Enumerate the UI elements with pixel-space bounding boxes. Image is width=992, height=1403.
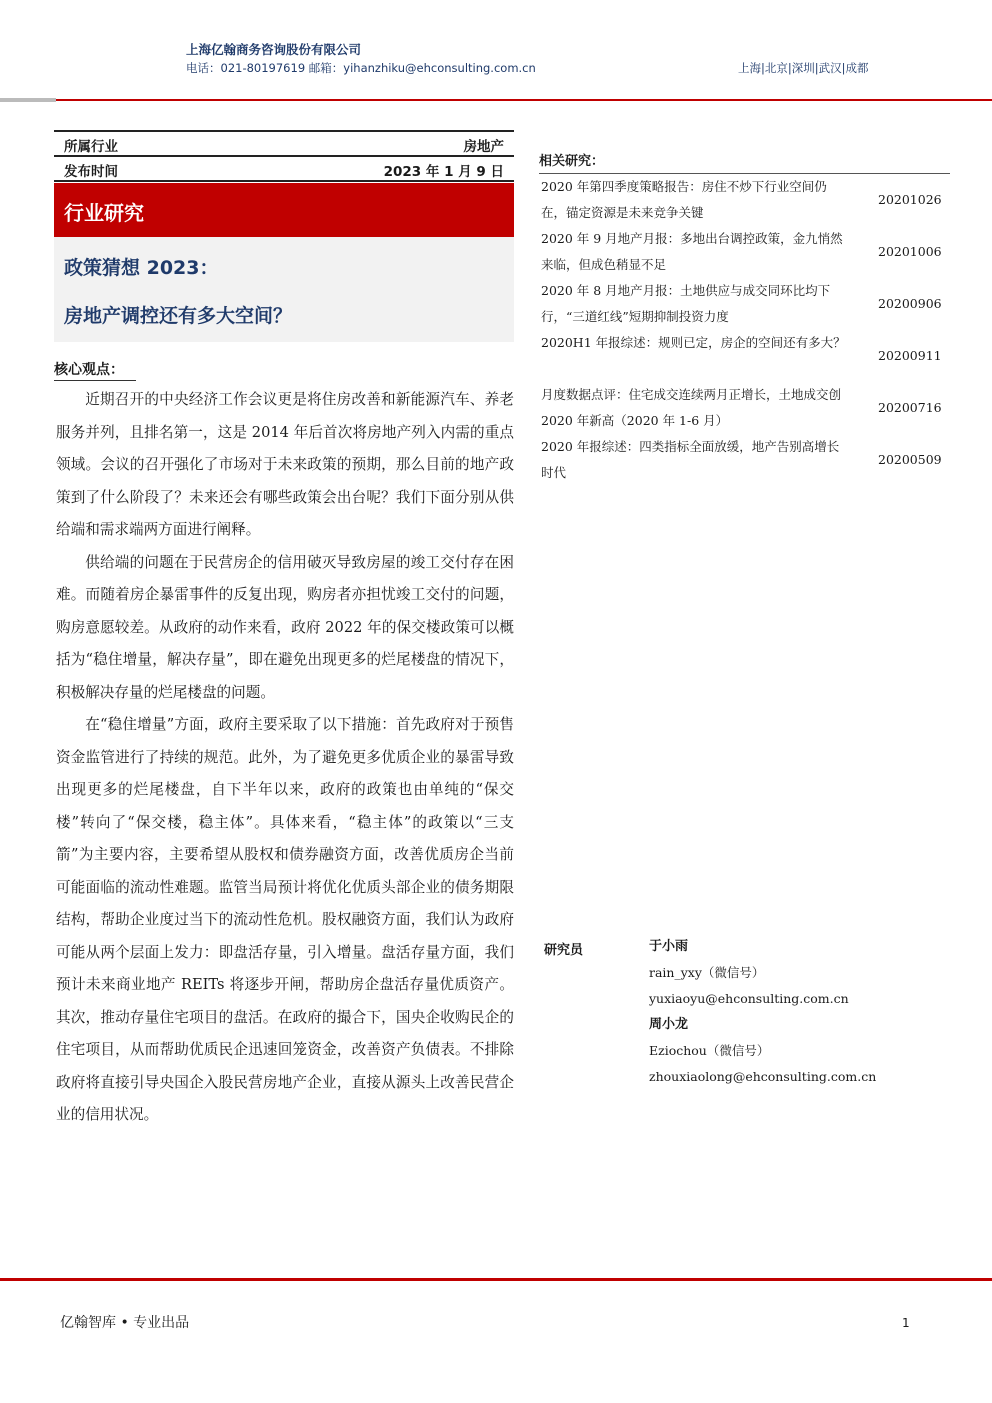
researcher-label: 研究员: [544, 943, 584, 958]
related-item-date: 20200911: [878, 348, 942, 363]
footer-divider: [0, 1278, 992, 1281]
related-item-title[interactable]: 月度数据点评：住宅成交连续两月正增长，土地成交创 2020 年新高（2020 年 1-6 月）: [541, 387, 842, 428]
industry-value: 房地产: [463, 139, 504, 155]
researcher-wechat: Eziochou（微信号）: [649, 1043, 770, 1058]
researcher-name: 于小雨: [649, 939, 689, 954]
office-cities: 上海|北京|深圳|武汉|成都: [738, 61, 869, 75]
related-item[interactable]: [541, 434, 981, 486]
report-title-line1: 政策猜想 2023：: [64, 257, 219, 279]
page-number: 1: [902, 1316, 910, 1330]
related-item-title[interactable]: 2020 年 9 月地产月报：多地出台调控政策，金九悄然来临，但成色稍显不足: [541, 231, 843, 272]
category-label: 行业研究: [64, 201, 144, 225]
footer-brand: 亿翰智库 • 专业出品: [60, 1315, 190, 1331]
related-item-date: 20201006: [878, 244, 942, 259]
date-value: 2023 年 1 月 9 日: [383, 164, 504, 180]
core-body: [56, 384, 514, 1132]
related-item-title[interactable]: 2020 年 8 月地产月报：土地供应与成交同环比均下行，“三道红线”短期抑制投资力度: [541, 283, 831, 324]
researcher-wechat: rain_yxy（微信号）: [649, 965, 765, 980]
date-row: [54, 156, 514, 180]
paragraph: 在“稳住增量”方面，政府主要采取了以下措施：首先政府对于预售资金监管进行了持续的规范。此外，为了避免更多优质企业的暴雷导致出现更多的烂尾楼盘，自下半年以来，政府的政策也由单纯的“保交楼”转向了“保交楼，稳主体”。具体来看，“稳主体”的政策以“三支箭”为主要内容，主要希望从股权和债券融资方面，改善优质房企当前可能面临的流动性难题。监管当局预计将优化优质头部企业的债务期限结构，帮助企业度过当下的流动性危机。股权融资方面，我们认为政府可能从两个层面上发力：即盘活存量，引入增量。盘活存量方面，我们预计未来商业地产 REITs 将逐步开闸，帮助房企盘活存量优质资产。其次，推动存量住宅项目的盘活。在政府的撮合下，国央企收购民企的住宅项目，从而帮助优质民企迅速回笼资金，改善资产负债表。不排除政府将直接引导央国企入股民营房地产企业，直接从源头上改善民营企业的信用状况。: [56, 716, 514, 1123]
industry-label: 所属行业: [64, 139, 118, 155]
related-item-title[interactable]: 2020H1 年报综述：规则已定，房企的空间还有多大？: [541, 335, 846, 350]
related-item[interactable]: [541, 226, 981, 278]
company-name: 上海亿翰商务咨询股份有限公司: [186, 42, 362, 57]
paragraph: 近期召开的中央经济工作会议更是将住房改善和新能源汽车、养老服务并列，且排名第一，这是 2014 年后首次将房地产列入内需的重点领域。会议的召开强化了市场对于未来政策的预期，那么目前的地产政策到了什么阶段了？未来还会有哪些政策会出台呢？我们下面分别从供给端和需求端两方面进行阐释。: [56, 391, 514, 538]
related-item[interactable]: [541, 174, 981, 226]
related-item-title[interactable]: 2020 年报综述：四类指标全面放缓，地产告别高增长时代: [541, 439, 840, 480]
report-title-box: [54, 237, 514, 342]
header-divider-gray: [0, 98, 56, 102]
researcher-name: 周小龙: [649, 1017, 689, 1032]
related-item-date: 20200716: [878, 400, 942, 415]
report-title-line2: 房地产调控还有多大空间？: [64, 305, 293, 327]
related-item-date: 20200509: [878, 452, 942, 467]
related-item[interactable]: [541, 330, 981, 382]
researcher-email[interactable]: zhouxiaolong@ehconsulting.com.cn: [649, 1069, 877, 1084]
related-item[interactable]: [541, 382, 981, 434]
industry-row: [54, 131, 514, 155]
meta-bottom-rule: [54, 180, 514, 182]
core-heading: 核心观点：: [54, 360, 136, 381]
related-item-date: 20201026: [878, 192, 942, 207]
researcher-list: [649, 934, 876, 1090]
related-heading: 相关研究：: [539, 154, 605, 169]
related-item[interactable]: [541, 278, 981, 330]
date-label: 发布时间: [64, 164, 118, 180]
related-item-title[interactable]: 2020 年第四季度策略报告：房住不炒下行业空间仍在，锚定资源是未来竞争关键: [541, 179, 827, 220]
category-banner: [54, 183, 514, 237]
related-item-date: 20200906: [878, 296, 942, 311]
contact-info: 电话：021-80197619 邮箱：yihanzhiku@ehconsulting.com.cn: [186, 61, 536, 75]
paragraph: 供给端的问题在于民营房企的信用破灭导致房屋的竣工交付存在困难。而随着房企暴雷事件的反复出现，购房者亦担忧竣工交付的问题，购房意愿较差。从政府的动作来看，政府 2022 年的保交楼政策可以概括为“稳住增量，解决存量”，即在避免出现更多的烂尾楼盘的情况下，积极解决存量的烂尾楼盘的问题。: [56, 553, 514, 701]
header-divider-red: [56, 99, 992, 101]
researcher-email[interactable]: yuxiaoyu@ehconsulting.com.cn: [649, 991, 849, 1006]
